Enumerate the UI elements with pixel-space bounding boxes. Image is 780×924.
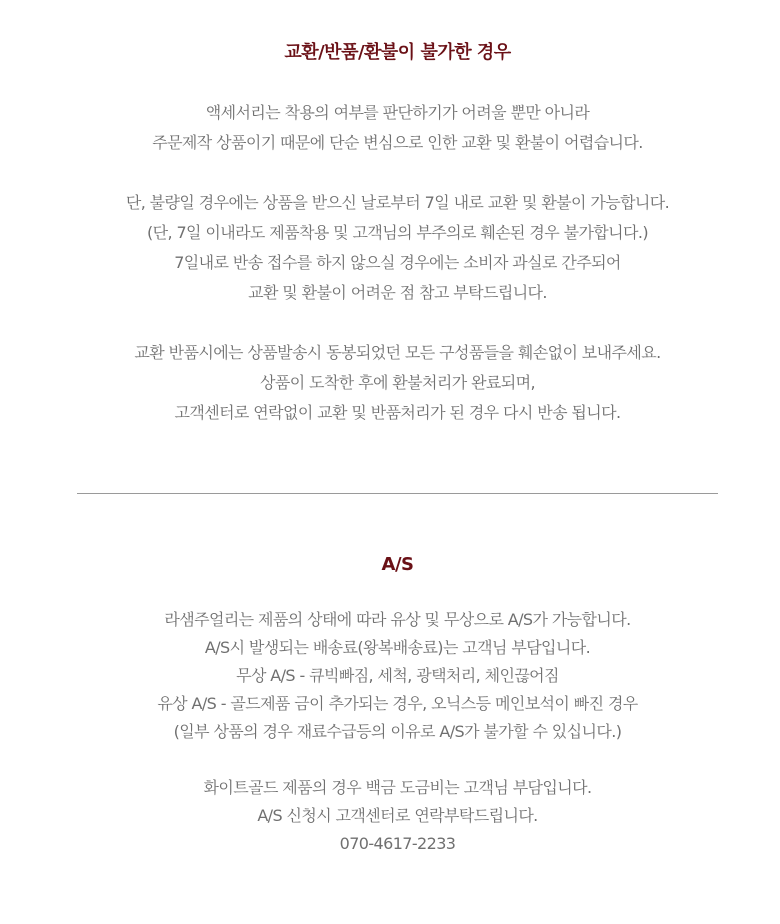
as-paragraph-1 — [0, 606, 780, 746]
exchange-paragraph-2 — [0, 188, 780, 308]
text-line: 7일내로 반송 접수를 하지 않으실 경우에는 소비자 과실로 간주되어 — [174, 253, 621, 272]
exchange-paragraph-3 — [0, 338, 780, 428]
text-line: A/S시 발생되는 배송료(왕복배송료)는 고객님 부담입니다. — [204, 638, 591, 657]
text-line: A/S 신청시 고객센터로 연락부탁드립니다. — [257, 806, 538, 825]
text-line: 라샘주얼리는 제품의 상태에 따라 유상 및 무상으로 A/S가 가능합니다. — [164, 610, 631, 629]
exchange-title: 교환/반품/환불이 불가한 경우 — [284, 42, 511, 63]
text-line: 주문제작 상품이기 때문에 단순 변심으로 인한 교환 및 환불이 어렵습니다. — [152, 133, 643, 152]
contact-phone: 070-4617-2233 — [339, 834, 456, 853]
text-line: 교환 및 환불이 어려운 점 참고 부탁드립니다. — [248, 283, 547, 302]
text-line: 고객센터로 연락없이 교환 및 반품처리가 된 경우 다시 반송 됩니다. — [174, 403, 621, 422]
text-line: 교환 반품시에는 상품발송시 동봉되었던 모든 구성품들을 훼손없이 보내주세요. — [134, 343, 661, 362]
text-line: 액세서리는 착용의 여부를 판단하기가 어려울 뿐만 아니라 — [205, 103, 590, 122]
text-line: 단, 불량일 경우에는 상품을 받으신 날로부터 7일 내로 교환 및 환불이 가능합니다. — [125, 193, 670, 212]
as-paragraph-2 — [0, 774, 780, 858]
text-line: 상품이 도착한 후에 환불처리가 완료되며, — [260, 373, 535, 392]
exchange-paragraph-1 — [0, 98, 780, 158]
text-line: 화이트골드 제품의 경우 백금 도금비는 고객님 부담입니다. — [203, 778, 592, 797]
section-divider — [77, 493, 718, 494]
text-line: 무상 A/S - 큐빅빠짐, 세척, 광택처리, 체인끊어짐 — [236, 666, 559, 685]
text-line: (단, 7일 이내라도 제품착용 및 고객님의 부주의로 훼손된 경우 불가합니다.) — [146, 223, 649, 242]
text-line: 유상 A/S - 골드제품 금이 추가되는 경우, 오닉스등 메인보석이 빠진 경우 — [157, 694, 638, 713]
text-line: (일부 상품의 경우 재료수급등의 이유로 A/S가 불가할 수 있십니다.) — [173, 722, 622, 741]
as-title: A/S — [381, 554, 414, 575]
